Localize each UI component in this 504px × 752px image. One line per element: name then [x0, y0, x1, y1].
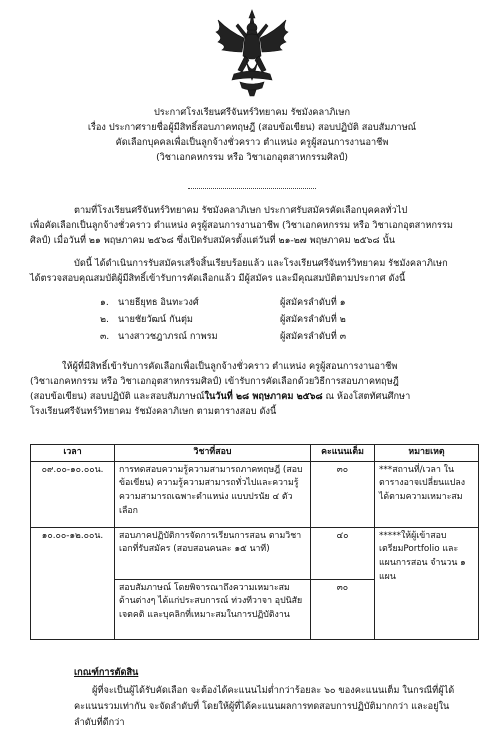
para3-line1: ให้ผู้ที่มีสิทธิ์เข้ารับการคัดเลือกเพื่อเป็นลูกจ้างชั่วคราว ตำแหน่ง ครูผู้สอนการงานอาชีพ: [62, 361, 398, 372]
applicant-number: ๑.: [100, 297, 109, 308]
announcement-subject-line2: คัดเลือกบุคคลเพื่อเป็นลูกจ้างชั่วคราว ตำแหน่ง ครูผู้สอนการงานอาชีพ: [115, 137, 389, 148]
applicant-number: ๒.: [100, 314, 109, 325]
column-header-score: คะแนนเต็ม: [311, 445, 375, 462]
para2-line1: บัดนี้ ได้ดำเนินการรับสมัครเสร็จสิ้นเรียบร้อยแล้ว และโรงเรียนศรีจันทร์วิทยาคม รัชมังคลาภิเษก: [74, 258, 448, 269]
cell-note: *****ให้ผู้เข้าสอบเตรียมPortfolio และ แผนการสอน จำนวน ๑ แผน: [375, 527, 479, 639]
para1-line1: ตามที่โรงเรียนศรีจันทร์วิทยาคม รัชมังคลาภิเษก ประกาศรับสมัครคัดเลือกบุคคลทั่วไป: [74, 205, 408, 216]
applicant-status: ผู้สมัครลำดับที่ ๒: [280, 314, 346, 325]
para3-line3-text: (สอบข้อเขียน) สอบปฏิบัติ และสอบสัมภาษณ์: [30, 391, 205, 402]
column-header-time: เวลา: [31, 445, 115, 462]
column-header-subject: วิชาที่สอบ: [115, 445, 311, 462]
applicant-status: ผู้สมัครลำดับที่ ๓: [280, 331, 346, 342]
criteria-line1: ผู้ที่จะเป็นผู้ได้รับคัดเลือก จะต้องได้คะแนนไม่ต่ำกว่าร้อยละ ๖๐ ของคะแนนเต็ม ในกรณีที่ผู้ได้: [92, 685, 455, 696]
table-header-row: [31, 445, 479, 462]
para3-line4: โรงเรียนศรีจันทร์วิทยาคม รัชมังคลาภิเษก ตามตารางสอบ ดังนี้: [30, 406, 277, 417]
para1-line2: เพื่อคัดเลือกเป็นลูกจ้างชั่วคราว ตำแหน่ง ครูผู้สอนการงานอาชีพ (วิชาเอกคหกรรม หรือ วิชาเอกอุตสาหกรรม: [30, 220, 453, 231]
criteria-line2: คะแนนรวมเท่ากัน จะจัดลำดับที่ โดยให้ผู้ที่ได้คะแนนผลการทดสอบการปฏิบัติมากกว่า และอยู่ใน: [74, 701, 450, 712]
para1-line3: ศิลป์) เมื่อวันที่ ๒๑ พฤษภาคม ๒๕๖๘ ซึ่งเปิดรับสมัครตั้งแต่วันที่ ๒๑-๒๗ พฤษภาคม ๒๕๖๘ นั้น: [30, 235, 396, 246]
applicant-status: ผู้สมัครลำดับที่ ๑: [280, 297, 346, 308]
criteria-line3: ลำดับที่ดีกว่า: [74, 717, 125, 728]
announcement-subject: เรื่อง ประกาศรายชื่อผู้มีสิทธิ์สอบภาคทฤษฎี (สอบข้อเขียน) สอบปฏิบัติ สอบสัมภาษณ์: [87, 122, 417, 133]
cell-subject: สอบสัมภาษณ์ โดยพิจารณาถึงความเหมาะสมด้านต่างๆ ได้แก่ประสบการณ์ ท่วงทีวาจา อุปนิสัย เจตคติ และบุคลิกที่เหมาะสมในการปฏิบัติงาน: [115, 579, 311, 639]
applicant-number: ๓.: [100, 331, 110, 342]
cell-subject: สอบภาคปฏิบัติการจัดการเรียนการสอน ตามวิชาเอกที่รับสมัคร (สอบสอนคนละ ๑๕ นาที): [115, 527, 311, 579]
cell-time: ๑๐.๐๐-๑๒.๐๐น.: [31, 527, 115, 639]
applicant-name: นางสาวชฎาภรณ์ กาพรม: [118, 331, 218, 342]
applicant-name: นายธียุทธ อินทะวงศ์: [118, 297, 199, 308]
criteria-heading: เกณฑ์การตัดสิน: [74, 667, 139, 678]
para2-line2: ได้ตรวจสอบคุณสมบัติผู้มีสิทธิ์เข้ารับการคัดเลือกแล้ว มีผู้สมัคร และมีคุณสมบัติตามประกาศ ดังนี้: [30, 273, 406, 284]
announcement-subject-line3: (วิชาเอกคหกรรม หรือ วิชาเอกอุตสาหกรรมศิลป์): [156, 152, 348, 163]
announcement-title: ประกาศโรงเรียนศรีจันทร์วิทยาคม รัชมังคลาภิเษก: [153, 107, 351, 118]
garuda-emblem: [212, 8, 292, 98]
column-header-note: หมายเหตุ: [375, 445, 479, 462]
para3-line2: (วิชาเอกคหกรรม หรือ วิชาเอกอุตสาหกรรมศิลป์) เข้ารับการคัดเลือกด้วยวิธีการสอบภาคทฤษฎี: [30, 376, 399, 387]
cell-score: ๓๐: [311, 461, 375, 527]
exam-location: ณ ห้องโสตทัศนศึกษา: [322, 391, 411, 402]
cell-time: ๐๙.๐๐-๑๐.๐๐น.: [31, 461, 115, 527]
cell-subject: การทดสอบความรู้ความสามารถภาคทฤษฎี (สอบข้อเขียน) ความรู้ความสามารถทั่วไปและความรู้ความสามารถเฉพาะตำแหน่ง แบบปรนัย ๔ ตัวเลือก: [115, 461, 311, 527]
cell-note: ***สถานที่/เวลา ในตารางอาจเปลี่ยนแปลงได้ตามความเหมาะสม: [375, 461, 479, 527]
exam-schedule-table: [30, 444, 479, 640]
applicant-name: นายชัยวัฒน์ กันตุ่ม: [118, 314, 193, 325]
cell-score: ๓๐: [311, 579, 375, 639]
table-row: [31, 527, 479, 579]
para3-line3: [30, 390, 410, 403]
cell-score: ๔๐: [311, 527, 375, 579]
dotted-separator: [188, 188, 316, 189]
table-row: [31, 461, 479, 527]
exam-date: ในวันที่ ๒๘ พฤษภาคม ๒๕๖๘: [204, 391, 323, 402]
